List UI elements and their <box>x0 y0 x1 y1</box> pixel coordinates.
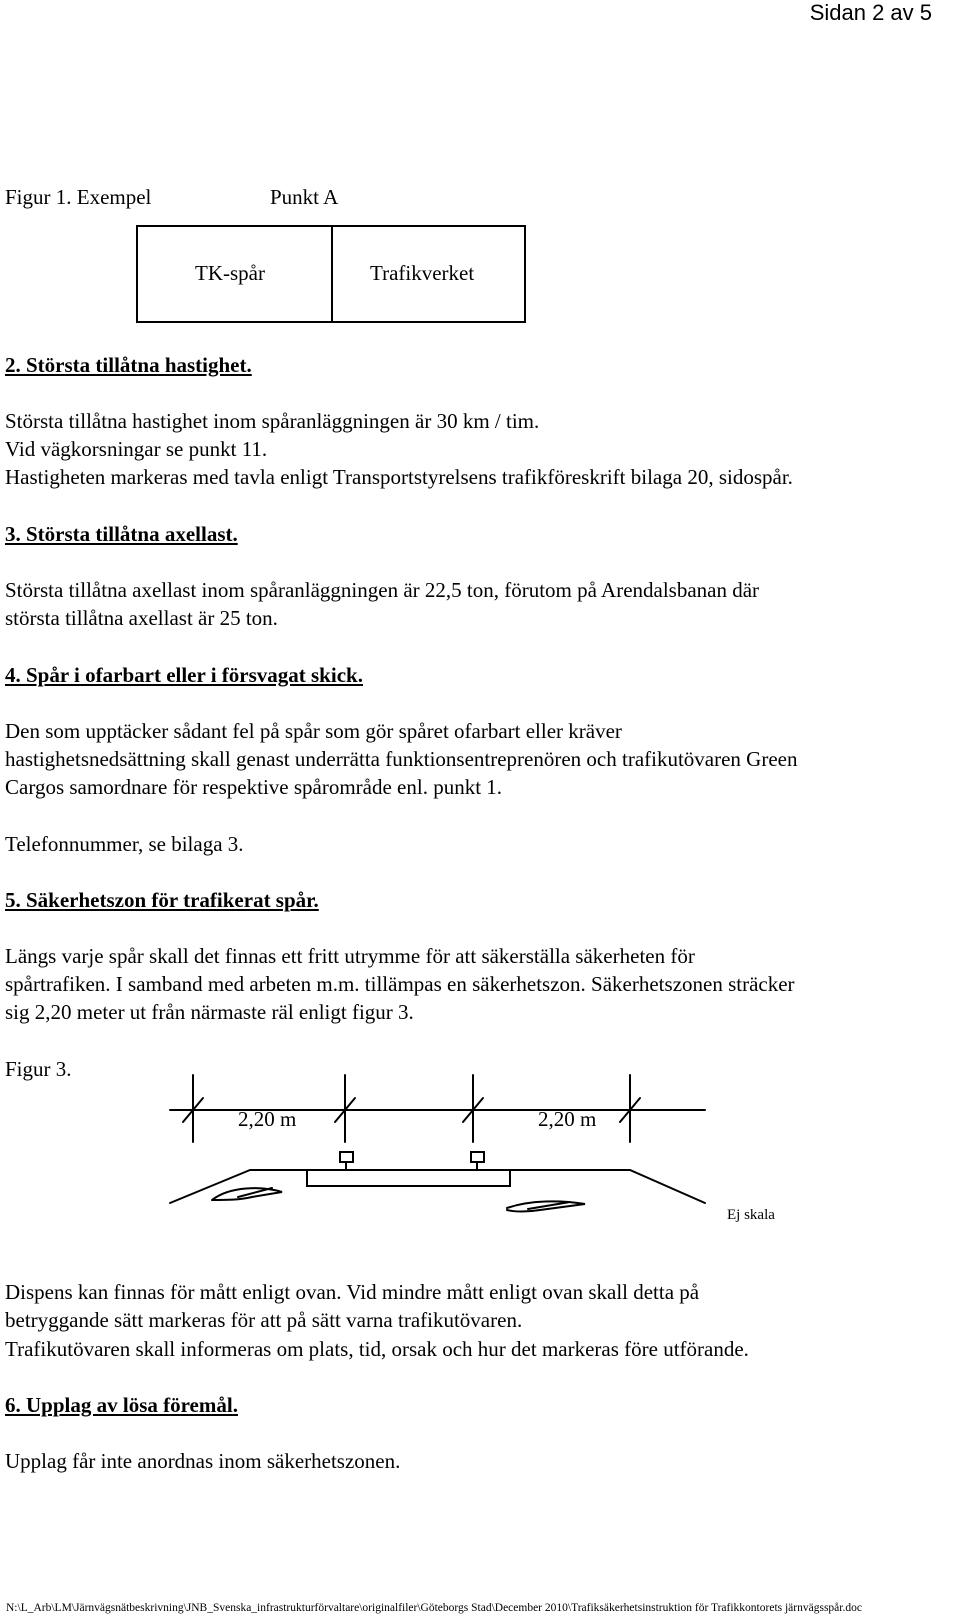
section4-line-1: Den som upptäcker sådant fel på spår som gör spåret ofarbart eller kräver <box>5 719 622 743</box>
embankment-left-slope <box>170 1170 250 1203</box>
section5-line-1: Längs varje spår skall det finnas ett fritt utrymme för att säkerställa säkerheten för <box>5 944 695 968</box>
section4-heading: 4. Spår i ofarbart eller i försvagat skick. <box>5 663 363 687</box>
figure1-label: Figur 1. Exempel <box>5 185 152 209</box>
embankment-right-slope <box>630 1170 705 1203</box>
section6-heading: 6. Upplag av lösa föremål. <box>5 1393 238 1417</box>
figure1-point-label: Punkt A <box>270 185 339 209</box>
figure1-left-cell: TK-spår <box>195 261 265 285</box>
section6-text: Upplag får inte anordnas inom säkerhetszonen. <box>5 1449 401 1473</box>
section5-line-2: spårtrafiken. I samband med arbeten m.m. tillämpas en säkerhetszon. Säkerhetszonen sträcker <box>5 972 795 996</box>
section2-heading: 2. Största tillåtna hastighet. <box>5 353 252 377</box>
section5-heading: 5. Säkerhetszon för trafikerat spår. <box>5 888 319 912</box>
figure3-dimension-left: 2,20 m <box>238 1107 297 1131</box>
page-number: Sidan 2 av 5 <box>809 0 932 25</box>
section2-line-2: Vid vägkorsningar se punkt 11. <box>5 437 268 461</box>
ballast-mark-left <box>212 1188 282 1200</box>
section4-phone-note: Telefonnummer, se bilaga 3. <box>5 832 244 856</box>
figure3-scale-note: Ej skala <box>727 1207 775 1223</box>
figure1-right-cell: Trafikverket <box>370 261 475 285</box>
section5-line-3: sig 2,20 meter ut från närmaste räl enligt figur 3. <box>5 1000 414 1024</box>
rail-right-head <box>471 1152 484 1162</box>
ballast-mark-right <box>507 1201 585 1211</box>
section3-heading: 3. Största tillåtna axellast. <box>5 522 238 546</box>
dispens-line-3: Trafikutövaren skall informeras om plats, tid, orsak och hur det markeras före utförande. <box>5 1337 749 1361</box>
footer-file-path: N:\L_Arb\LM\Järnvägsnätbeskrivning\JNB_Svenska_infrastrukturförvaltare\originalfiler\Göteborgs Stad\December 2010\Trafiksäkerhetsinstruktion för Trafikkontorets järnvägsspår.doc <box>6 1602 862 1614</box>
section4-line-3: Cargos samordnare för respektive spårområde enl. punkt 1. <box>5 775 503 799</box>
section2-line-1: Största tillåtna hastighet inom spåranläggningen är 30 km / tim. <box>5 409 540 433</box>
section3-line-2: största tillåtna axellast är 25 ton. <box>5 606 278 630</box>
dispens-line-2: betryggande sätt markeras för att på sätt varna trafikutövaren. <box>5 1308 523 1332</box>
dispens-line-1: Dispens kan finnas för mått enligt ovan. Vid mindre mått enligt ovan skall detta på <box>5 1280 700 1304</box>
section2-line-3: Hastigheten markeras med tavla enligt Transportstyrelsens trafikföreskrift bilaga 20, sidospår. <box>5 465 793 489</box>
rail-left-head <box>340 1152 353 1162</box>
sleeper <box>307 1170 510 1186</box>
section4-line-2: hastighetsnedsättning skall genast underrätta funktionsentreprenören och trafikutövaren Green <box>5 747 798 771</box>
section3-line-1: Största tillåtna axellast inom spåranläggningen är 22,5 ton, förutom på Arendalsbanan där <box>5 578 760 602</box>
figure3-label: Figur 3. <box>5 1057 72 1081</box>
figure3-dimension-right: 2,20 m <box>538 1107 597 1131</box>
